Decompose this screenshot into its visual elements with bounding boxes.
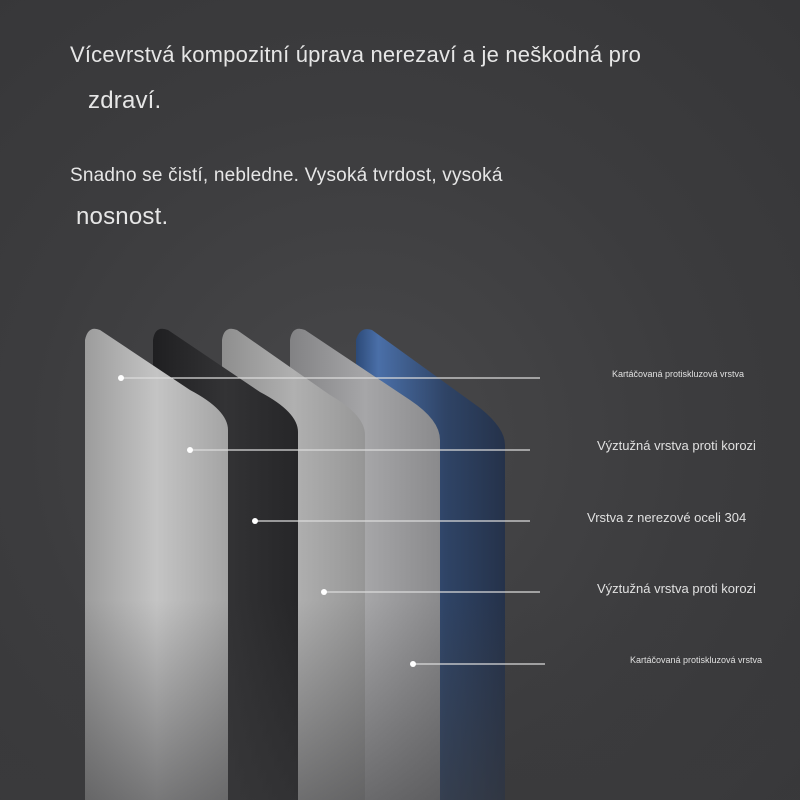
layer-label-3: Vrstva z nerezové oceli 304 (587, 510, 747, 525)
layer-label-5: Kartáčovaná protiskluzová vrstva (630, 655, 763, 665)
layer-label-1: Kartáčovaná protiskluzová vrstva (612, 369, 745, 379)
layer-label-4: Výztužná vrstva proti korozi (597, 581, 756, 596)
layer-label-2: Výztužná vrstva proti korozi (597, 438, 756, 453)
